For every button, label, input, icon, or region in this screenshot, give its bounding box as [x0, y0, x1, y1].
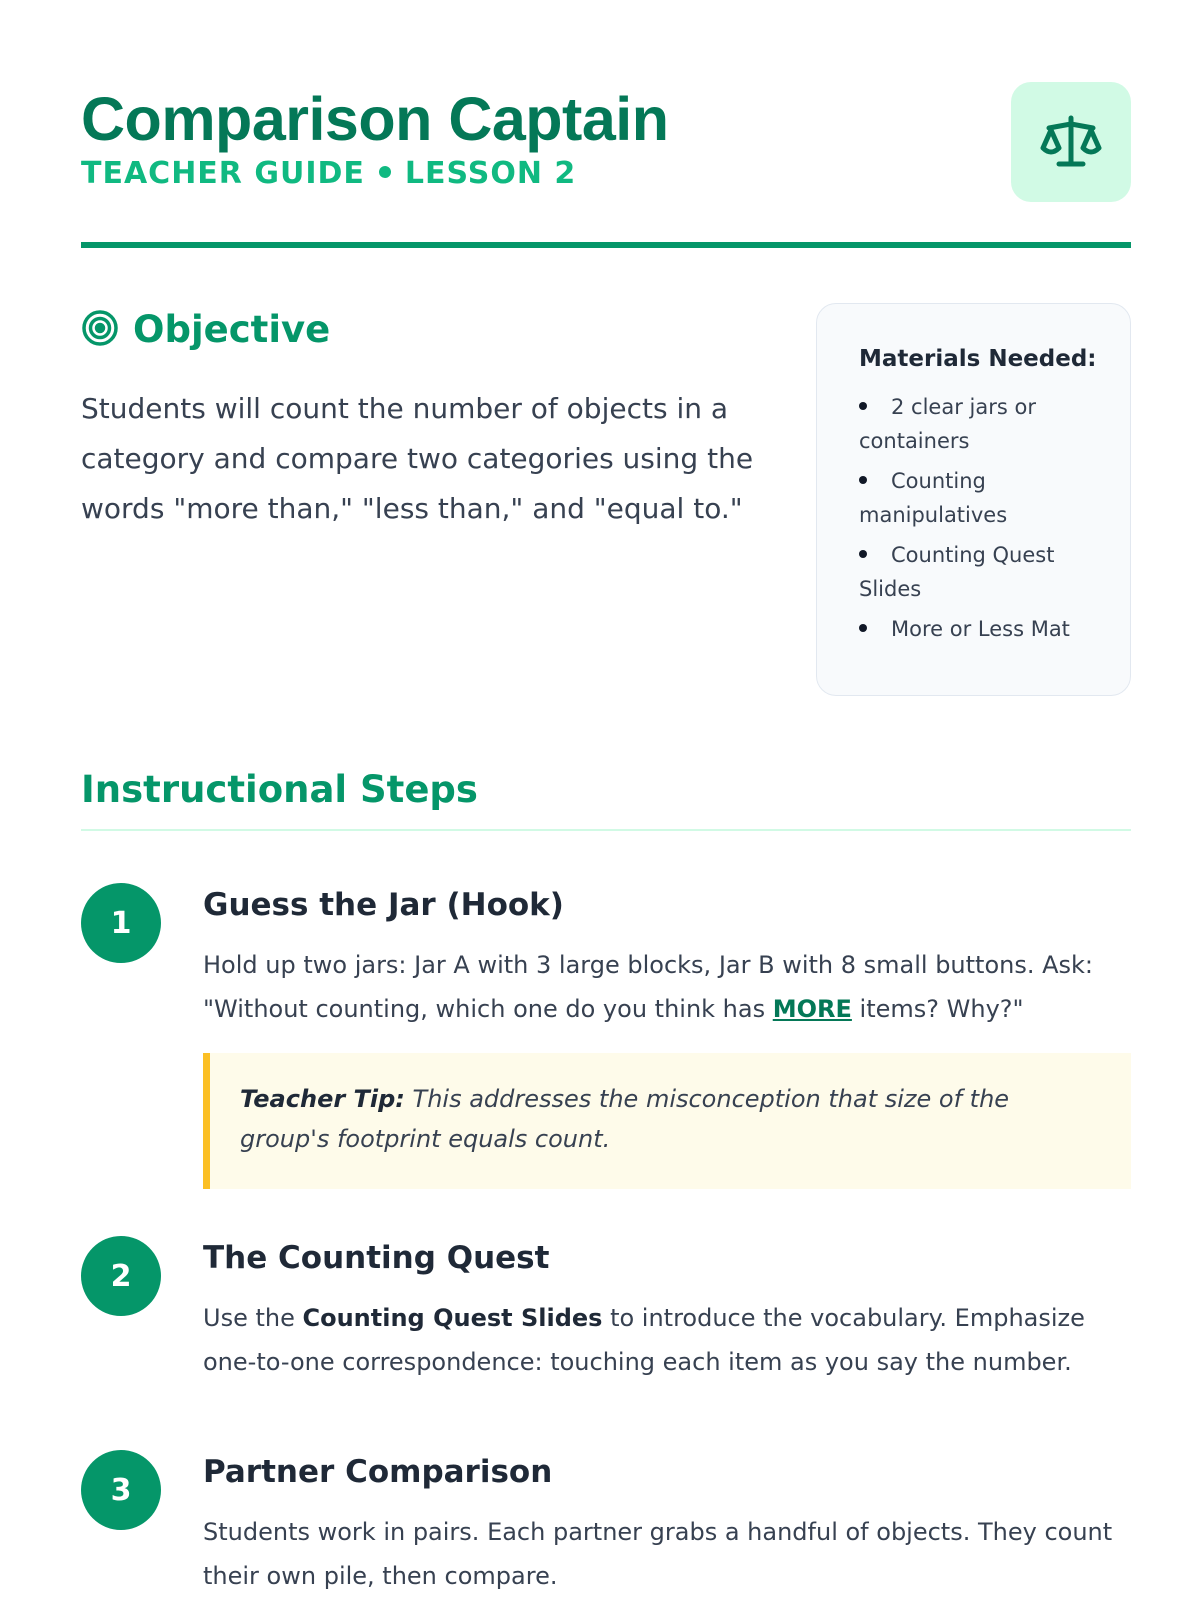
- materials-item: Counting manipulatives: [859, 469, 1008, 527]
- materials-heading: Materials Needed:: [859, 346, 1097, 372]
- objective-title: Objective: [133, 308, 331, 351]
- teacher-tip: [203, 1053, 1131, 1189]
- steps-divider: [81, 829, 1131, 831]
- page-title: Comparison Captain: [81, 85, 669, 153]
- materials-item: More or Less Mat: [859, 612, 1106, 646]
- target-icon: [81, 309, 119, 351]
- bullet-icon: [859, 476, 867, 484]
- emphasis-more: MORE: [772, 995, 852, 1023]
- page-subtitle: [81, 156, 576, 191]
- step-text: Hold up two jars: Jar A with 3 large blocks, Jar B with 8 small buttons. Ask: "Without counting, which one do you think has MORE items? Why?": [203, 951, 1094, 1023]
- materials-item: Counting Quest Slides: [859, 543, 1055, 601]
- subtitle-guide: TEACHER GUIDE: [81, 156, 365, 191]
- step-body: [203, 883, 1131, 1189]
- objective-text: Students will count the number of objects in a category and compare two categories using the words "more than," "less than," and "equal to.": [81, 392, 754, 525]
- subtitle-separator-dot: [379, 166, 391, 178]
- step-title: The Counting Quest: [203, 1240, 550, 1276]
- step-number-badge: 3: [81, 1450, 161, 1530]
- step-body: [203, 1236, 1131, 1384]
- step-title: Partner Comparison: [203, 1454, 553, 1490]
- step-number-badge: 2: [81, 1236, 161, 1316]
- header-divider: [81, 242, 1131, 248]
- bullet-icon: [859, 624, 867, 632]
- bullet-icon: [859, 550, 867, 558]
- step-title: Guess the Jar (Hook): [203, 887, 564, 923]
- steps-heading: Instructional Steps: [81, 768, 478, 811]
- step-text: Students work in pairs. Each partner grabs a handful of objects. They count their own pile, then compare.: [203, 1518, 1113, 1590]
- materials-list: [859, 390, 1106, 646]
- tip-text: This addresses the misconception that size of the group's footprint equals count.: [240, 1085, 1010, 1153]
- subtitle-lesson: LESSON 2: [404, 156, 577, 191]
- step-number-badge: 1: [81, 883, 161, 963]
- step-body: [203, 1450, 1131, 1598]
- tip-label: Teacher Tip:: [240, 1085, 405, 1113]
- materials-card: [816, 303, 1131, 696]
- materials-item: 2 clear jars or containers: [859, 395, 1036, 453]
- emphasis-slides: Counting Quest Slides: [302, 1304, 603, 1332]
- bullet-icon: [859, 402, 867, 410]
- scale-icon: [1011, 82, 1131, 202]
- lesson-header: [81, 80, 1131, 200]
- objective-heading: [81, 308, 330, 351]
- step-text: Use the Counting Quest Slides to introduce the vocabulary. Emphasize one-to-one correspondence: touching each item as you say the number.: [203, 1304, 1085, 1376]
